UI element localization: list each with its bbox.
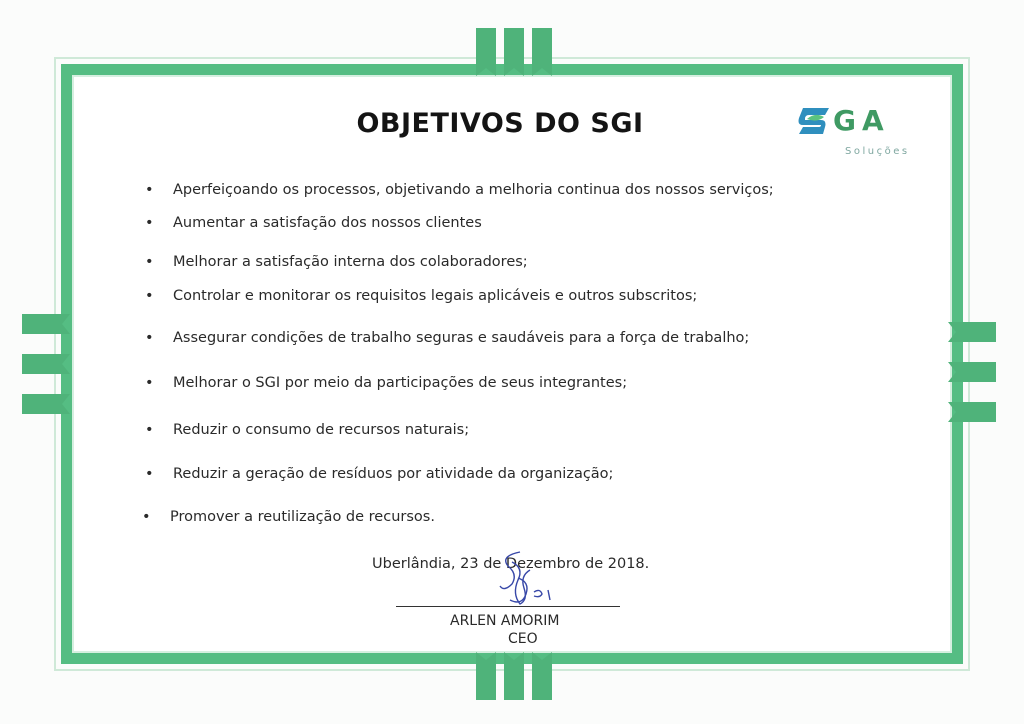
bullet-icon: • (145, 215, 154, 231)
signatory-name: ARLEN AMORIM (450, 613, 560, 629)
objective-item: • Reduzir a geração de resíduos por atividade da organização; (145, 466, 614, 482)
objective-item: • Reduzir o consumo de recursos naturais; (145, 422, 470, 438)
bullet-icon: • (145, 422, 154, 438)
objective-item: • Melhorar a satisfação interna dos colaboradores; (145, 254, 528, 270)
bullet-icon: • (145, 288, 154, 304)
bullet-icon: • (145, 466, 154, 482)
bullet-icon: • (145, 330, 154, 346)
objective-item: • Aperfeiçoando os processos, objetivando a melhoria continua dos nossos serviços; (145, 182, 774, 198)
bullet-icon: • (145, 254, 154, 270)
objective-item: • Aumentar a satisfação dos nossos clientes (145, 215, 482, 231)
bullet-icon: • (145, 375, 154, 391)
logo-wordmark: GA (833, 104, 890, 137)
bullet-icon: • (145, 182, 154, 198)
stylized-s-leaf-icon (797, 106, 831, 138)
objective-item: • Assegurar condições de trabalho seguras e saudáveis para a força de trabalho; (145, 330, 750, 346)
objective-item: • Controlar e monitorar os requisitos legais aplicáveis e outros subscritos; (145, 288, 698, 304)
page-title: OBJETIVOS DO SGI (356, 108, 644, 139)
bottom-chevron-ornament (460, 652, 570, 702)
company-logo (797, 104, 937, 164)
signature-line (396, 606, 620, 607)
top-chevron-ornament (460, 28, 570, 78)
date-line: Uberlândia, 23 de Dezembro de 2018. (372, 556, 650, 572)
objective-item: • Promover a reutilização de recursos. (142, 509, 435, 525)
bullet-icon: • (142, 509, 151, 525)
left-chevron-ornament (22, 310, 78, 420)
right-chevron-ornament (944, 318, 1000, 428)
signatory-role: CEO (508, 631, 538, 647)
handwritten-signature (490, 548, 570, 612)
logo-subtitle: Soluções (845, 146, 910, 157)
objective-item: • Melhorar o SGI por meio da participações de seus integrantes; (145, 375, 628, 391)
